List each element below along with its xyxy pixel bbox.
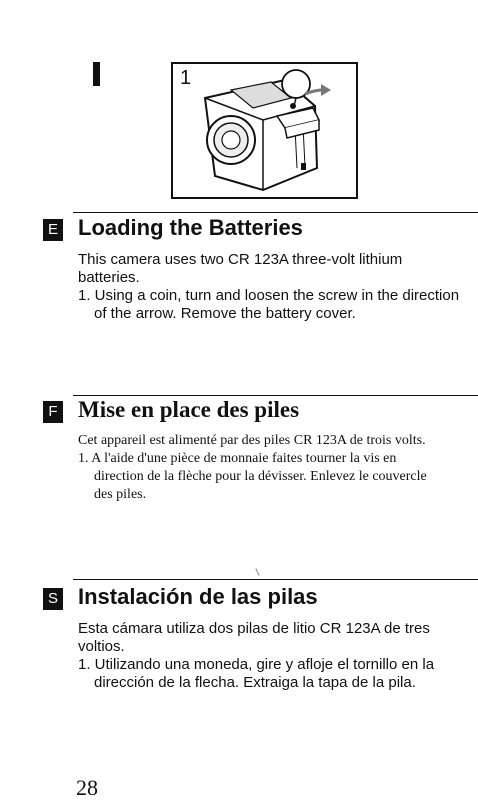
- language-badge: S: [43, 588, 63, 610]
- body-line: direction de la flèche pour la dévisser. Enlevez le couvercle: [94, 469, 427, 484]
- body-line: des piles.: [94, 487, 147, 502]
- margin-tab-marker: [93, 62, 100, 86]
- section-divider: [73, 212, 478, 213]
- body-line: 1. Utilizando una moneda, gire y afloje el tornillo en la: [78, 656, 435, 673]
- body-line: voltios.: [78, 638, 125, 655]
- section-heading: Loading the Batteries: [78, 215, 303, 240]
- section-body: [78, 251, 459, 323]
- camera-illustration: [193, 68, 343, 193]
- body-line: of the arrow. Remove the battery cover.: [94, 305, 356, 322]
- section-body: [78, 620, 434, 692]
- body-line: Cet appareil est alimenté par des piles CR 123A de trois volts.: [78, 433, 426, 448]
- section-divider: [73, 579, 478, 580]
- body-line: dirección de la flecha. Extraiga la tapa de la pila.: [94, 674, 416, 691]
- section-heading: Instalación de las pilas: [78, 584, 318, 609]
- body-line: 1. A l'aide d'une pièce de monnaie faites tourner la vis en: [78, 451, 397, 466]
- section-divider: [73, 395, 478, 396]
- body-line: batteries.: [78, 269, 140, 286]
- body-line: This camera uses two CR 123A three-volt lithium: [78, 251, 403, 268]
- stray-mark: [255, 568, 259, 576]
- language-badge: F: [43, 401, 63, 423]
- page-number: 28: [76, 775, 98, 800]
- body-line: Esta cámara utiliza dos pilas de litio CR 123A de tres: [78, 620, 430, 637]
- body-line: 1. Using a coin, turn and loosen the screw in the direction: [78, 287, 460, 304]
- figure-number: 1: [180, 67, 192, 89]
- language-badge: E: [43, 219, 63, 241]
- section-body: [78, 432, 427, 504]
- section-heading: Mise en place des piles: [78, 397, 300, 422]
